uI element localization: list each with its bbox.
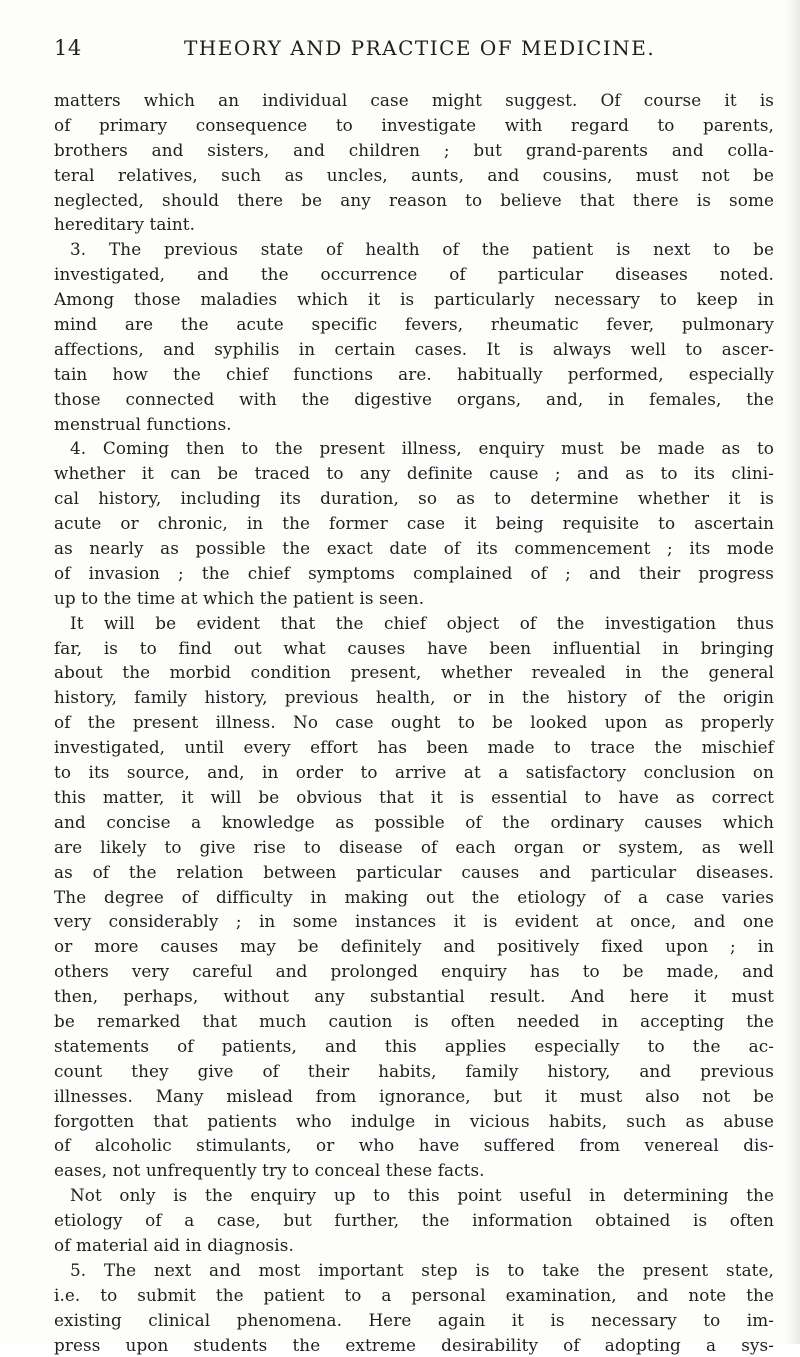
text-line: menstrual functions.	[54, 413, 232, 434]
text-line: 5. The next and most important step is to take the present state,	[70, 1259, 774, 1280]
text-line: acute or chronic, in the former case it being requisite to ascertain	[54, 513, 774, 534]
text-line: of alcoholic stimulants, or who have suffered from venereal dis-	[54, 1135, 774, 1156]
page-number: 14	[54, 36, 82, 60]
text-line: whether it can be traced to any definite cause ; and as to its clini-	[54, 463, 774, 484]
text-line: i.e. to submit the patient to a personal examination, and note the	[54, 1284, 774, 1305]
text-line: those connected with the digestive organs, and, in females, the	[54, 388, 774, 409]
text-line: brothers and sisters, and children ; but grand-parents and colla-	[54, 139, 774, 160]
text-line: as nearly as possible the exact date of its commencement ; its mode	[54, 538, 774, 559]
text-line: to its source, and, in order to arrive at a satisfactory conclusion on	[54, 762, 774, 783]
text-line: of invasion ; the chief symptoms complained of ; and their progress	[54, 562, 774, 583]
text-line: very considerably ; in some instances it is evident at once, and one	[54, 911, 774, 932]
running-head	[54, 36, 754, 70]
text-line: investigated, and the occurrence of particular diseases noted.	[54, 264, 774, 285]
text-line: cal history, including its duration, so as to determine whether it is	[54, 488, 774, 509]
text-line: then, perhaps, without any substantial result. And here it must	[54, 986, 774, 1007]
text-line: eases, not unfrequently try to conceal these facts.	[54, 1160, 485, 1181]
text-line: press upon students the extreme desirability of adopting a sys-	[54, 1334, 774, 1355]
text-line: history, family history, previous health, or in the history of the origin	[54, 687, 774, 708]
text-line: as of the relation between particular causes and particular diseases.	[54, 861, 774, 882]
text-line: far, is to find out what causes have been influential in bringing	[54, 637, 774, 658]
text-line: etiology of a case, but further, the information obtained is often	[54, 1210, 774, 1231]
text-line: statements of patients, and this applies especially to the ac-	[54, 1035, 774, 1056]
text-line: or more causes may be definitely and positively fixed upon ; in	[54, 936, 774, 957]
text-line: The degree of difficulty in making out the etiology of a case varies	[54, 886, 774, 907]
text-line: of primary consequence to investigate with regard to parents,	[54, 114, 774, 135]
text-line: affections, and syphilis in certain cases. It is always well to ascer-	[54, 338, 774, 359]
text-line: about the morbid condition present, whether revealed in the general	[54, 662, 774, 683]
text-line: teral relatives, such as uncles, aunts, and cousins, must not be	[54, 164, 774, 185]
page-edge-shadow	[786, 0, 800, 1344]
text-line: and concise a knowledge as possible of the ordinary causes which	[54, 811, 774, 832]
body-text	[54, 88, 774, 1357]
text-line: matters which an individual case might suggest. Of course it is	[54, 90, 774, 110]
text-line: of the present illness. No case ought to be looked upon as properly	[54, 712, 774, 733]
text-line: count they give of their habits, family history, and previous	[54, 1060, 774, 1081]
text-line: others very careful and prolonged enquiry has to be made, and	[54, 961, 774, 982]
text-line: are likely to give rise to disease of each organ or system, as well	[54, 836, 774, 857]
text-line: forgotten that patients who indulge in vicious habits, such as abuse	[54, 1110, 774, 1131]
text-line: Not only is the enquiry up to this point useful in determining the	[70, 1185, 774, 1206]
text-line: this matter, it will be obvious that it is essential to have as correct	[54, 786, 774, 807]
text-line: mind are the acute specific fevers, rheumatic fever, pulmonary	[54, 314, 774, 335]
text-line: neglected, should there be any reason to believe that there is some	[54, 189, 774, 210]
text-line: tain how the chief functions are. habitually performed, especially	[54, 363, 774, 384]
text-line: up to the time at which the patient is seen.	[54, 587, 425, 608]
text-line: 4. Coming then to the present illness, enquiry must be made as to	[70, 438, 774, 459]
text-line: investigated, until every effort has been made to trace the mischief	[54, 737, 774, 758]
text-line: be remarked that much caution is often needed in accepting the	[54, 1010, 774, 1031]
text-line: hereditary taint.	[54, 214, 196, 235]
text-line: Among those maladies which it is particularly necessary to keep in	[54, 289, 774, 310]
text-line: of material aid in diagnosis.	[54, 1234, 294, 1255]
text-line: 3. The previous state of health of the patient is next to be	[70, 239, 774, 260]
text-line: existing clinical phenomena. Here again it is necessary to im-	[54, 1309, 774, 1330]
text-line: illnesses. Many mislead from ignorance, but it must also not be	[54, 1085, 774, 1106]
text-line: It will be evident that the chief object of the investigation thus	[70, 612, 774, 633]
running-title: THEORY AND PRACTICE OF MEDICINE.	[184, 36, 656, 60]
